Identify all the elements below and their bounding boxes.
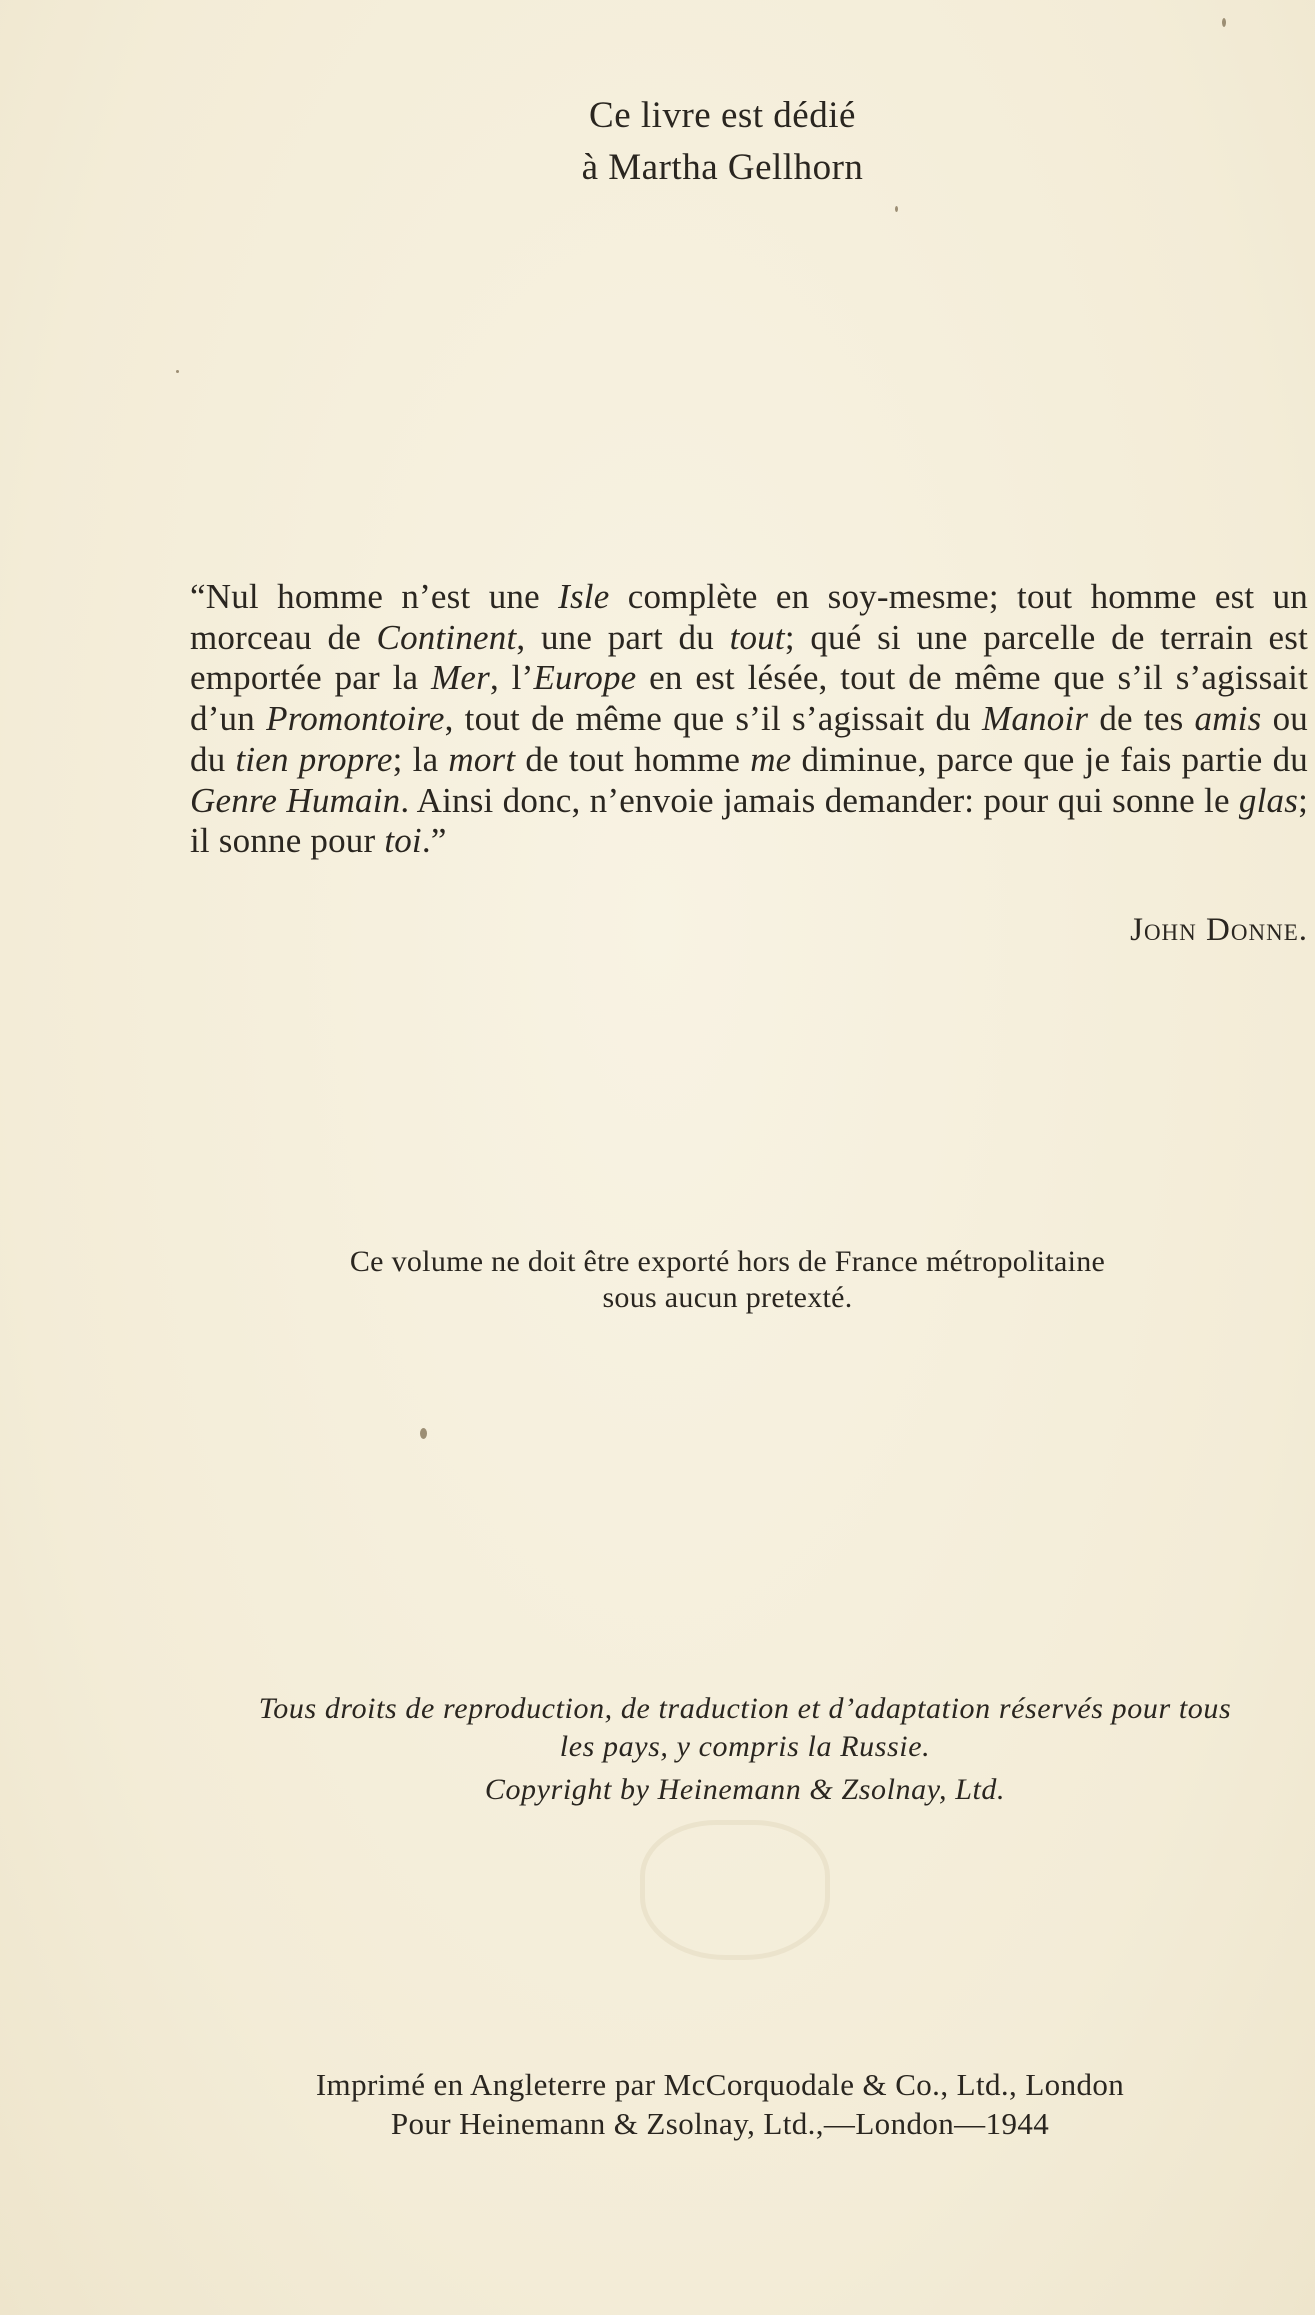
imprint-line-1: Imprimé en Angleterre par McCorquodale & Co., Ltd., London xyxy=(315,2067,1125,2102)
epigraph-italic-word: glas xyxy=(1238,780,1299,820)
epigraph-text: ; qué si une parcelle de terrain est emportée par la xyxy=(190,617,1309,698)
epigraph-italic-word: amis xyxy=(1194,699,1262,739)
epigraph-italic-word: Mer xyxy=(431,658,490,698)
epigraph-text: en est lésée, tout de même que s’il s’agissait d’un xyxy=(190,658,1308,739)
rights-notice xyxy=(180,1690,1310,1809)
epigraph-text: . Ainsi donc, n’envoie jamais demander: pour qui sonne le xyxy=(400,780,1239,820)
rights-line-1: Tous droits de reproduction, de traduction et d’adaptation réservés pour tous xyxy=(258,1692,1232,1725)
epigraph-text: ou du xyxy=(190,699,1309,779)
epigraph-text: ; la xyxy=(392,739,449,779)
epigraph-italic-word: Promontoire xyxy=(266,699,445,739)
epigraph-text: ; il sonne pour xyxy=(190,780,1308,861)
export-notice-line-1: Ce volume ne doit être exporté hors de France métropolitaine xyxy=(349,1245,1106,1278)
printer-imprint xyxy=(0,2065,1315,2143)
imprint-line-2: Pour Heinemann & Zsolnay, Ltd.,—London—1944 xyxy=(390,2106,1050,2141)
paper-speck xyxy=(1222,18,1226,27)
epigraph-italic-word: Manoir xyxy=(982,699,1089,739)
paper-speck xyxy=(895,206,898,212)
epigraph-text: de tes xyxy=(1088,699,1195,739)
epigraph-italic-word: tout xyxy=(729,617,785,657)
epigraph-italic-word: mort xyxy=(448,739,516,779)
epigraph-italic-word: Genre Humain xyxy=(190,780,401,820)
copyright-line: Copyright by Heinemann & Zsolnay, Ltd. xyxy=(484,1773,1006,1806)
export-notice xyxy=(0,1244,1315,1316)
epigraph-italic-word: tien propre xyxy=(235,739,393,779)
epigraph-italic-word: Isle xyxy=(558,577,610,616)
epigraph-text: complète en soy-mesme; tout homme est un morceau de xyxy=(190,577,1308,657)
epigraph-quote xyxy=(190,577,1308,862)
epigraph-text: “Nul homme n’est une xyxy=(190,577,559,616)
epigraph-text: diminue, parce que je fais partie du xyxy=(791,739,1308,779)
epigraph-text: , tout de même que s’il s’agissait du xyxy=(444,699,982,739)
epigraph-text: .” xyxy=(421,821,447,861)
paper-speck xyxy=(420,1428,427,1439)
epigraph-text: , l’ xyxy=(489,658,534,698)
dedication-line-1: Ce livre est dédié xyxy=(589,95,856,136)
ghost-publisher-mark xyxy=(640,1820,830,1960)
epigraph-author: John Donne. xyxy=(1130,912,1308,948)
epigraph-italic-word: me xyxy=(750,739,792,779)
epigraph-italic-word: toi xyxy=(384,821,422,861)
rights-line-2: les pays, y compris la Russie. xyxy=(559,1730,931,1763)
export-notice-line-2: sous aucun pretexté. xyxy=(602,1281,853,1314)
dedication xyxy=(0,90,1315,194)
epigraph-italic-word: Continent xyxy=(376,617,517,657)
dedication-line-2: à Martha Gellhorn xyxy=(581,147,864,188)
paper-speck xyxy=(176,370,179,373)
epigraph-text: , une part du xyxy=(516,617,730,657)
epigraph-text: de tout homme xyxy=(515,739,751,779)
epigraph-italic-word: Europe xyxy=(533,658,637,698)
